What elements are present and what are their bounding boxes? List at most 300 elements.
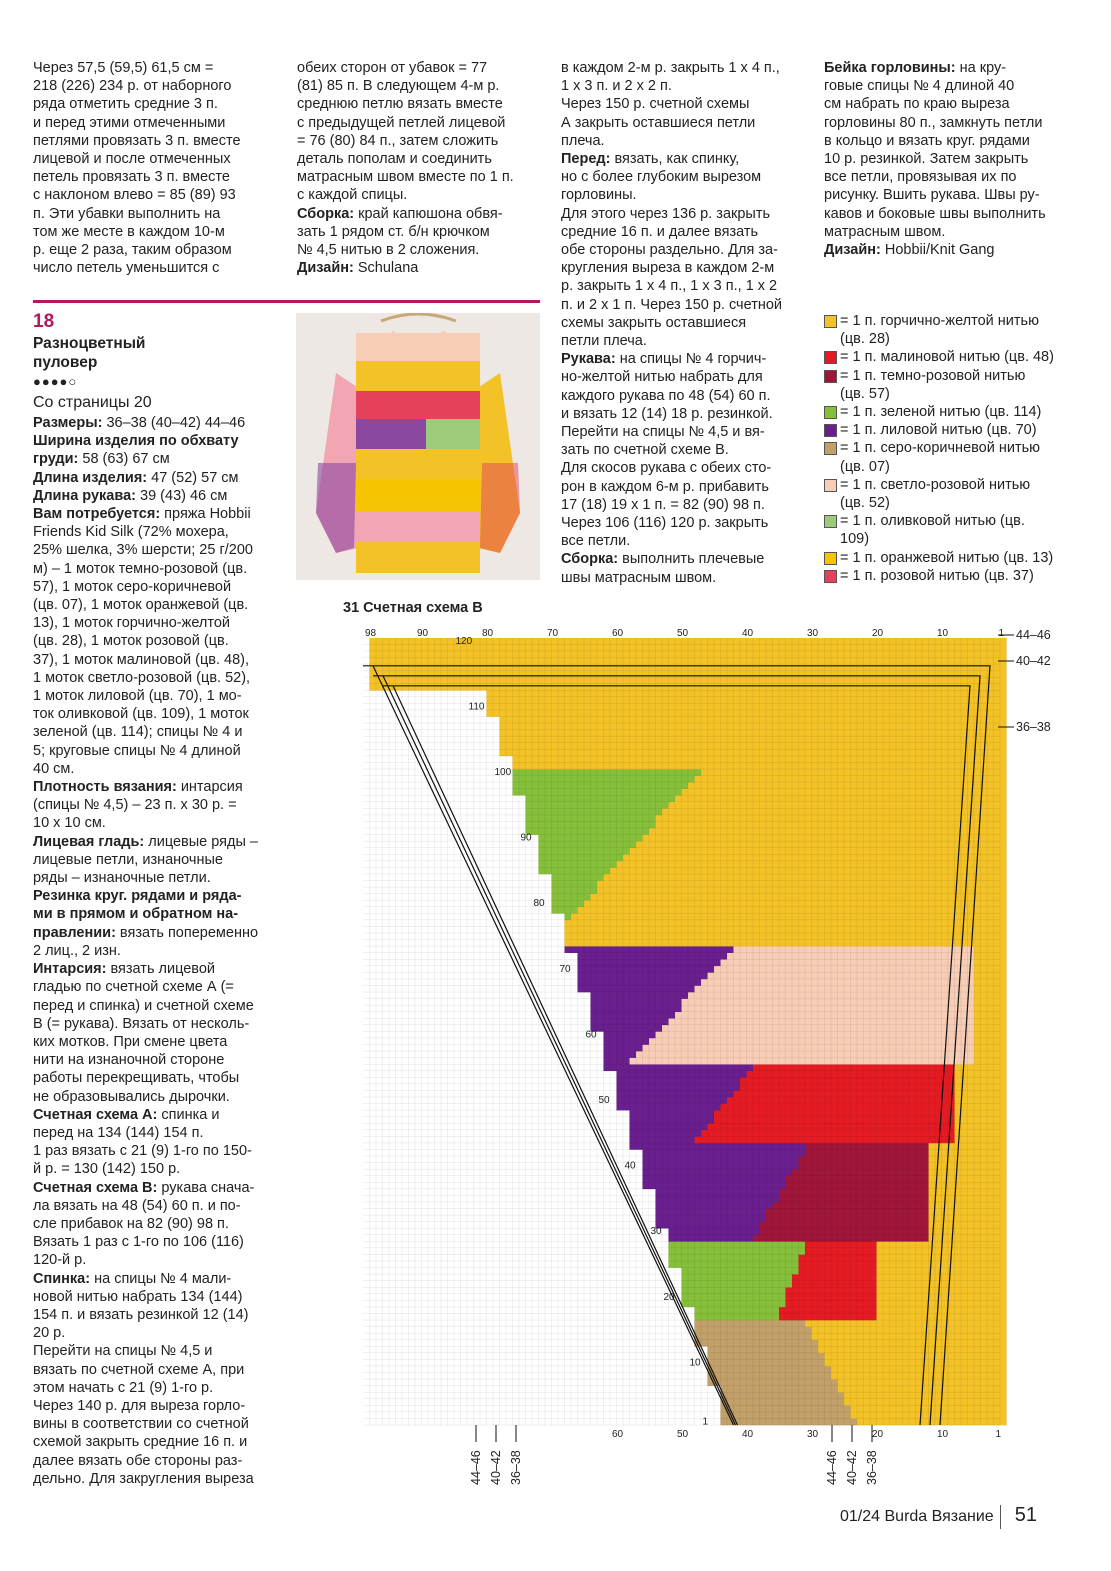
chart-cell-band <box>721 959 975 966</box>
chart-cell-band <box>779 1313 877 1320</box>
col3-line <box>561 150 806 168</box>
col3-line <box>561 387 806 405</box>
col1-line <box>33 150 273 168</box>
color-swatch <box>824 570 837 583</box>
color-swatch <box>824 351 837 364</box>
chart-cell-band <box>695 1313 780 1320</box>
chart-cell-band <box>974 979 1007 986</box>
legend-item <box>824 367 1084 403</box>
bold-term: Ширина изделия по обхвату <box>33 433 239 450</box>
line-text: 218 (226) 234 р. от наборного <box>33 78 232 95</box>
left-line <box>33 887 278 905</box>
line-text: ла вязать на 48 (54) 60 п. и по- <box>33 1197 241 1214</box>
col4-line <box>824 241 1074 259</box>
col3-line <box>561 114 806 132</box>
col2-line <box>297 77 542 95</box>
legend-line: = 1 п. лиловой нитью (цв. 70) <box>840 422 1037 439</box>
legend-text <box>840 439 1084 475</box>
col1-line <box>33 168 273 186</box>
chart-cell-band <box>974 1045 1007 1052</box>
line-text: ряда отметить средние 3 п. <box>33 96 218 113</box>
chart-cell-band <box>831 1373 1007 1380</box>
left-line <box>33 760 278 778</box>
line-text: (спицы № 4,5) – 23 п. х 30 р. = <box>33 797 237 814</box>
legend-line: 109) <box>840 531 870 548</box>
chart-cell-band <box>591 1025 663 1032</box>
top-ruler <box>352 626 1000 638</box>
chart-cell-band <box>805 1241 877 1248</box>
line-text: не образовывались дырочки. <box>33 1088 230 1105</box>
col2-line <box>297 168 542 186</box>
bold-term: Дизайн: <box>297 260 354 277</box>
chart-cell-band <box>721 1399 845 1406</box>
chart-cell-band <box>682 999 975 1006</box>
left-line <box>33 1142 278 1160</box>
legend-item <box>824 439 1084 475</box>
bottom-size-label: 36–38 <box>865 1450 879 1485</box>
bold-term: груди: <box>33 451 79 468</box>
left-line <box>33 1015 278 1033</box>
row-tick-label: 120 <box>455 635 473 647</box>
legend-text <box>840 421 1084 439</box>
knitting-chart <box>330 620 1070 1500</box>
left-line <box>33 1179 278 1197</box>
chart-cell-band <box>766 1215 929 1222</box>
line-text: А закрыть оставшиеся петли <box>561 114 756 131</box>
legend-line: (цв. 57) <box>840 385 890 402</box>
line-text: м) – 1 моток темно-розовой (цв. <box>33 560 248 577</box>
left-line <box>33 1470 278 1488</box>
bottom-tick-label: 10 <box>937 1429 949 1440</box>
magazine-name: Burda Вязание <box>884 1508 994 1525</box>
chart-cell-band <box>584 900 1007 907</box>
chart-cell-band <box>974 946 1007 953</box>
issue-number: 01/24 <box>840 1508 881 1525</box>
col1-line <box>33 77 273 95</box>
line-text: говые спицы № 4 длиной 40 <box>824 78 1015 95</box>
legend-item <box>824 312 1084 348</box>
chart-cell-band <box>708 1373 832 1380</box>
bold-term: Счетная схема А: <box>33 1106 158 1123</box>
col2-line <box>297 150 542 168</box>
line-text: вязать попеременно <box>115 924 259 941</box>
left-line <box>33 1306 278 1324</box>
col2-line <box>297 223 542 241</box>
chart-cell-band <box>630 1117 715 1124</box>
line-text: спинка и <box>157 1106 220 1123</box>
left-line <box>33 1124 278 1142</box>
top-tick-label: 50 <box>677 628 689 639</box>
bold-term: Сборка: <box>297 205 355 222</box>
left-line <box>33 1033 278 1051</box>
left-line <box>33 997 278 1015</box>
chart-cell-band <box>617 1097 728 1104</box>
col3-line <box>561 368 806 386</box>
chart-cell-band <box>974 972 1007 979</box>
col4-line <box>824 59 1074 77</box>
line-text: плеча. <box>561 132 605 149</box>
legend-text <box>840 476 1084 512</box>
line-text: 17 (18) 19 х 1 п. = 82 (90) 98 п. <box>561 496 765 513</box>
bold-term: Рукава: <box>561 351 616 368</box>
left-line <box>33 905 278 923</box>
chart-cell-band <box>656 1215 767 1222</box>
chart-cell-band <box>974 999 1007 1006</box>
legend-item <box>824 421 1084 439</box>
line-text: Hobbii/Knit Gang <box>880 242 995 259</box>
chart-cell-band <box>974 966 1007 973</box>
col3-line <box>561 95 806 113</box>
bottom-size-label: 40–42 <box>489 1450 503 1485</box>
line-text: п. Эти убавки выполнить на <box>33 205 221 222</box>
chart-cell-band <box>597 881 1007 888</box>
col3-line <box>561 550 806 568</box>
left-line <box>33 1379 278 1397</box>
text-column-3 <box>561 59 806 587</box>
line-text: с предыдущей петлей лицевой <box>297 114 506 131</box>
col3-line <box>561 532 806 550</box>
chart-cell-band <box>643 1169 793 1176</box>
col2-line <box>297 205 542 223</box>
left-line <box>33 1415 278 1433</box>
chart-cell-band <box>682 1274 793 1281</box>
chart-cell-band <box>721 1418 858 1425</box>
chart-cell-band <box>974 1031 1007 1038</box>
left-line <box>33 469 278 487</box>
left-line <box>33 851 278 869</box>
line-text: горловины. <box>561 187 637 204</box>
line-text: кавов и боковые швы выполнить <box>824 205 1046 222</box>
left-line <box>33 541 278 559</box>
bottom-tick-label: 30 <box>807 1429 819 1440</box>
line-text: 57), 1 моток серо-коричневой <box>33 578 232 595</box>
line-text: Friends Kid Silk (72% мохера, <box>33 524 229 541</box>
chart-cell-band <box>513 782 689 789</box>
col3-line <box>561 332 806 350</box>
color-swatch <box>824 315 837 328</box>
line-text: 13), 1 моток горчично-желтой <box>33 615 231 632</box>
line-text: петли плеча. <box>561 333 647 350</box>
left-line <box>33 942 278 960</box>
col4-line <box>824 95 1074 113</box>
pattern-number: 18 <box>33 311 55 332</box>
chart-cell-band <box>669 1241 806 1248</box>
col3-line <box>561 223 806 241</box>
legend-text <box>840 567 1084 585</box>
line-text: Перейти на спицы № 4,5 и вя- <box>561 424 765 441</box>
bold-term: Бейка горловины: <box>824 60 956 76</box>
chart-cell-band <box>539 841 637 848</box>
line-text: лицевой и после отмеченных <box>33 151 231 168</box>
row-tick-label: 100 <box>494 767 512 778</box>
pattern-body <box>33 414 278 1488</box>
line-text: р. закрыть 1 х 4 п., 1 х 3 п., 1 х 2 <box>561 278 778 295</box>
line-text: сле прибавок на 82 (90) 98 п. <box>33 1215 229 1232</box>
chart-cell-band <box>597 887 1007 894</box>
chart-cell-band <box>552 887 598 894</box>
top-tick-label: 30 <box>807 628 819 639</box>
legend-line: = 1 п. розовой нитью (цв. 37) <box>840 567 1034 584</box>
chart-cell-band <box>805 1248 877 1255</box>
top-tick-label: 90 <box>417 628 429 639</box>
left-line <box>33 1106 278 1124</box>
col4-line <box>824 150 1074 168</box>
text-column-1 <box>33 59 273 277</box>
chart-cell-band <box>656 1189 780 1196</box>
chart-cell-band <box>682 1281 793 1288</box>
chart-cell-band <box>695 1307 780 1314</box>
legend-line: = 1 п. малиновой нитью (цв. 48) <box>840 349 1054 366</box>
size-label: 36–38 <box>1016 720 1051 734</box>
line-text: = 76 (80) 84 п., затем сложить <box>297 132 499 149</box>
col1-line <box>33 186 273 204</box>
line-text: все петли. <box>561 533 631 550</box>
chart-cell-band <box>708 972 975 979</box>
line-text: вязать, как спинку, <box>610 151 740 168</box>
line-text: перед на 134 (144) 154 п. <box>33 1124 204 1141</box>
legend-line: = 1 п. зеленой нитью (цв. 114) <box>840 404 1042 421</box>
pattern-title-line-1: Разноцветный <box>33 335 146 352</box>
left-line <box>33 651 278 669</box>
top-tick-label: 60 <box>612 628 624 639</box>
chart-cell-band <box>844 1399 1007 1406</box>
bottom-tick-label: 50 <box>677 1429 689 1440</box>
col1-line <box>33 114 273 132</box>
line-text: матрасным швом. <box>824 223 946 240</box>
line-text: 1 моток лиловой (цв. 70), 1 мо- <box>33 688 242 705</box>
legend-line: = 1 п. горчично-желтой нитью <box>840 313 1039 329</box>
chart-cell-band <box>779 1307 877 1314</box>
line-text: но-желтой нитью набрать для <box>561 369 763 386</box>
line-text: вины в соответствии со счетной <box>33 1416 249 1433</box>
color-swatch <box>824 406 837 419</box>
chart-cell-band <box>753 1235 929 1242</box>
page-footer <box>840 1504 1037 1529</box>
bold-term: Плотность вязания: <box>33 779 177 796</box>
row-tick-label: 1 <box>702 1416 709 1428</box>
top-tick-label: 70 <box>547 628 559 639</box>
line-text: п. и 2 х 1 п. Через 150 р. счетной <box>561 296 783 313</box>
legend-line: = 1 п. темно-розовой нитью <box>840 367 1026 384</box>
line-text: 36–38 (40–42) 44–46 <box>102 415 246 431</box>
bottom-tick-label: 40 <box>742 1429 754 1440</box>
col3-line <box>561 514 806 532</box>
chart-title: 31 Счетная схема В <box>343 600 483 616</box>
line-text: Через 140 р. для выреза горло- <box>33 1397 246 1414</box>
bold-term: Перед: <box>561 151 611 168</box>
chart-cell-band <box>695 985 975 992</box>
left-line <box>33 1197 278 1215</box>
left-line <box>33 450 278 468</box>
line-text: дельно. Для закругления выреза <box>33 1470 254 1487</box>
bottom-size-label: 44–46 <box>469 1450 483 1485</box>
col4-line <box>824 205 1074 223</box>
line-text: (цв. 07), 1 моток оранжевой (цв. <box>33 597 249 614</box>
chart-cell-band <box>623 854 1007 861</box>
row-tick-label: 40 <box>624 1160 636 1172</box>
legend-line: (цв. 07) <box>840 458 890 475</box>
chart-cell-band <box>578 979 702 986</box>
chart-cell-band <box>526 808 663 815</box>
line-text: (81) 85 п. В следующем 4-м р. <box>297 78 500 95</box>
chart-cell-band <box>792 1169 929 1176</box>
col3-line <box>561 350 806 368</box>
chart-cell-band <box>708 1366 832 1373</box>
col1-line <box>33 59 273 77</box>
left-line <box>33 1160 278 1178</box>
col4-line <box>824 114 1074 132</box>
chart-cell-band <box>695 1340 819 1347</box>
chart-cell-band <box>591 1012 676 1019</box>
chart-cell-band <box>565 913 572 920</box>
chart-cell-band <box>974 1018 1007 1025</box>
col3-line <box>561 459 806 477</box>
left-line <box>33 960 278 978</box>
left-line <box>33 924 278 942</box>
line-text: этом начать с 21 (9) 1-го р. <box>33 1379 214 1396</box>
col3-line <box>561 314 806 332</box>
legend-line: = 1 п. оранжевой нитью (цв. 13) <box>840 549 1054 566</box>
line-text: работы перекрещивать, чтобы <box>33 1070 240 1087</box>
line-text: Через 57,5 (59,5) 61,5 см = <box>33 60 214 76</box>
line-text: Перейти на спицы № 4,5 и <box>33 1343 213 1360</box>
bottom-size-label: 40–42 <box>845 1450 859 1485</box>
line-text: схемы закрыть оставшиеся <box>561 314 747 331</box>
line-text: лицевые петли, изнаночные <box>33 851 223 868</box>
line-text: перед и спинка) и счетной схеме <box>33 997 254 1014</box>
left-line <box>33 1270 278 1288</box>
legend-line: (цв. 52) <box>840 495 890 512</box>
col3-line <box>561 405 806 423</box>
line-text: выполнить плечевые <box>618 551 765 568</box>
left-line <box>33 1069 278 1087</box>
top-tick-label: 98 <box>365 628 377 639</box>
legend-item <box>824 549 1084 567</box>
color-swatch <box>824 442 837 455</box>
chart-cell-band <box>571 913 1007 920</box>
chart-cell-band <box>617 1084 741 1091</box>
line-text: № 4,5 нитью в 2 сложения. <box>297 242 480 259</box>
from-page: Со страницы 20 <box>33 394 152 411</box>
chart-cell-band <box>818 1340 1007 1347</box>
color-swatch <box>824 515 837 528</box>
left-line <box>33 669 278 687</box>
chart-cell-band <box>792 1281 877 1288</box>
line-text: схемой закрыть средние 16 п. и <box>33 1434 248 1451</box>
chart-cell-band <box>669 1018 975 1025</box>
col3-line <box>561 132 806 150</box>
col1-line <box>33 95 273 113</box>
chart-cell-band <box>805 1320 1007 1327</box>
col1-line <box>33 205 273 223</box>
chart-cell-band <box>539 867 611 874</box>
chart-cell-band <box>974 1051 1007 1058</box>
left-line <box>33 487 278 505</box>
top-tick-label: 1 <box>998 628 1005 639</box>
bold-term: Сборка: <box>561 551 619 568</box>
chart-cell-band <box>974 959 1007 966</box>
line-text: 1 раз вязать с 21 (9) 1-го по 150- <box>33 1143 252 1160</box>
chart-cell-band <box>792 1274 877 1281</box>
line-text: вязать по счетной схеме А, при <box>33 1361 245 1378</box>
line-text: пряжа Hobbii <box>160 506 251 523</box>
line-text: но с более глубоким вырезом <box>561 169 762 186</box>
line-text: (цв. 28), 1 моток розовой (цв. <box>33 633 229 650</box>
chart-cell-band <box>753 1064 955 1071</box>
line-text: 1 моток светло-розовой (цв. 52), <box>33 669 251 686</box>
chart-cell-band <box>779 1195 929 1202</box>
line-text: 154 п. и вязать резинкой 12 (14) <box>33 1306 249 1323</box>
line-text: на спицы № 4 горчич- <box>615 351 767 368</box>
col2-line <box>297 95 542 113</box>
left-line <box>33 1342 278 1360</box>
line-text: и перед этими отмеченными <box>33 114 226 131</box>
line-text: 40 см. <box>33 760 75 777</box>
bold-term: Размеры: <box>33 415 103 431</box>
chart-cell-band <box>740 1084 955 1091</box>
col1-line <box>33 241 273 259</box>
col2-line <box>297 241 542 259</box>
col3-line <box>561 423 806 441</box>
chart-cell-band <box>643 1149 806 1156</box>
col2-line <box>297 259 542 277</box>
pattern-title-line-2: пуловер <box>33 353 98 371</box>
left-line <box>33 523 278 541</box>
chart-cell-band <box>974 1012 1007 1019</box>
bold-term: Резинка круг. рядами и ряда- <box>33 888 242 905</box>
line-text: все петли, провязывая их по <box>824 169 1017 186</box>
chart-cell-band <box>714 1117 955 1124</box>
col3-line <box>561 478 806 496</box>
top-tick-label: 40 <box>742 628 754 639</box>
chart-cell-band <box>636 841 1007 848</box>
left-line <box>33 705 278 723</box>
col3-line <box>561 259 806 277</box>
col3-line <box>561 168 806 186</box>
bottom-tick-label: 60 <box>612 1429 624 1440</box>
legend-text <box>840 312 1084 348</box>
line-text: петель провязать 3 п. вместе <box>33 169 230 186</box>
line-text: Для скосов рукава с обеих сто- <box>561 460 772 477</box>
pattern-description <box>33 335 278 1488</box>
chart-cell-band <box>656 1209 767 1216</box>
legend-item <box>824 567 1084 585</box>
line-text: Через 106 (116) 120 р. закрыть <box>561 515 769 532</box>
chart-cell-band <box>974 953 1007 960</box>
col4-line <box>824 77 1074 95</box>
line-text: далее вязать обе стороны раз- <box>33 1452 243 1469</box>
col2-line <box>297 59 542 77</box>
line-text: 120-й р. <box>33 1252 87 1269</box>
sweater-photo <box>296 313 540 580</box>
line-text: Для этого через 136 р. закрыть <box>561 205 771 222</box>
chart-cell-band <box>630 1130 702 1137</box>
footer-divider <box>1000 1505 1001 1529</box>
color-legend <box>824 312 1084 585</box>
col4-line <box>824 186 1074 204</box>
legend-line: = 1 п. светло-розовой нитью <box>840 476 1031 493</box>
line-text: край капюшона обвя- <box>354 205 503 222</box>
line-text: 39 (43) 46 см <box>135 487 228 504</box>
line-text: горловины 80 п., замкнуть петли <box>824 114 1043 131</box>
chart-cell-band <box>578 953 728 960</box>
row-tick-label: 70 <box>559 963 571 975</box>
chart-cell-band <box>649 828 1007 835</box>
line-text: см набрать по краю выреза <box>824 96 1010 113</box>
line-text: в кольцо и вязать круг. рядами <box>824 132 1030 149</box>
line-text: интарсия <box>176 779 243 796</box>
section-divider <box>33 300 540 303</box>
